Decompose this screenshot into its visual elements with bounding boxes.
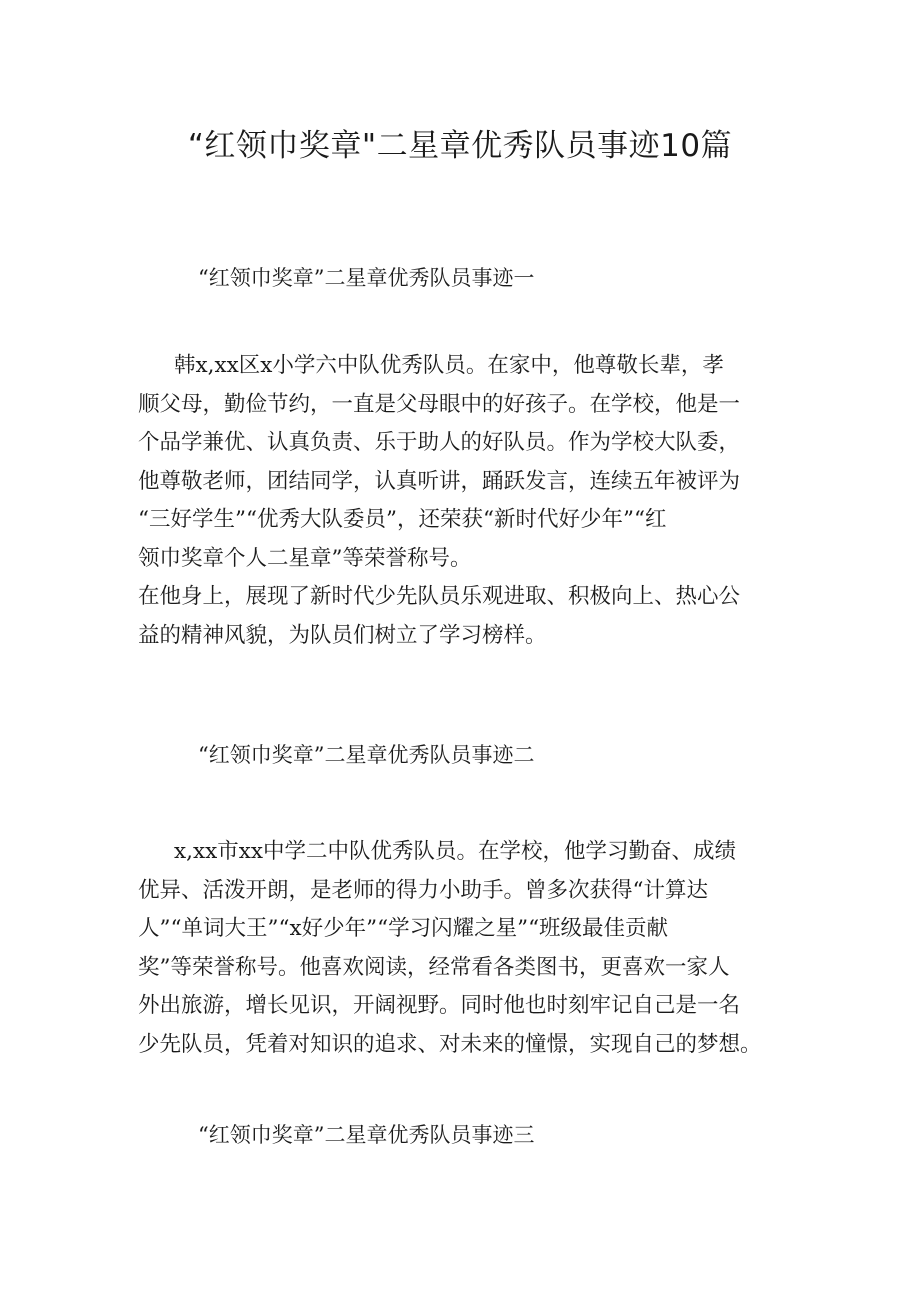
paragraph-line: x,xx市xx中学二中队优秀队员。在学校，他学习勤奋、成绩 xyxy=(174,839,736,864)
paragraph-line: 少先队员，凭着对知识的追求、对未来的憧憬，实现自己的梦想。 xyxy=(138,1031,762,1057)
paragraph-line: 顺父母，勤俭节约，一直是父母眼中的好孩子。在学校，他是一 xyxy=(138,391,741,417)
paragraph-line: “三好学生”“优秀大队委员”，还荣获“新时代好少年”“红 xyxy=(138,507,667,532)
paragraph-line: 他尊敬老师，团结同学，认真听讲，踊跃发言，连续五年被评为 xyxy=(138,468,741,494)
paragraph-line: 优异、活泼开朗，是老师的得力小助手。曾多次获得“计算达 xyxy=(138,877,708,903)
paragraph-line: 外出旅游，增长见识，开阔视野。同时他也时刻牢记自己是一名 xyxy=(138,993,741,1018)
paragraph-line: 奖”等荣誉称号。他喜欢阅读，经常看各类图书，更喜欢一家人 xyxy=(138,954,730,980)
section-heading-1: “红领巾奖章”二星章优秀队员事迹一 xyxy=(198,266,535,290)
section-2-paragraph xyxy=(138,833,788,1064)
paragraph-line: 人”“单词大王”“x好少年”“学习闪耀之星”“班级最佳贡献 xyxy=(138,916,669,941)
document-title: “红领巾奖章"二星章优秀队员事迹10篇 xyxy=(187,128,733,164)
paragraph-line: 益的精神风貌，为队员们树立了学习榜样。 xyxy=(138,622,547,648)
paragraph-line: 韩x,xx区x小学六中队优秀队员。在家中，他尊敬长辈，孝 xyxy=(174,353,724,378)
section-heading-3: “红领巾奖章”二星章优秀队员事迹三 xyxy=(198,1123,535,1147)
section-1-paragraph xyxy=(138,347,788,655)
paragraph-line: 领巾奖章个人二星章”等荣誉称号。 xyxy=(138,545,472,571)
paragraph-line: 个品学兼优、认真负责、乐于助人的好队员。作为学校大队委， xyxy=(138,430,741,455)
section-heading-2: “红领巾奖章”二星章优秀队员事迹二 xyxy=(198,743,535,767)
paragraph-line: 在他身上，展现了新时代少先队员乐观进取、积极向上、热心公 xyxy=(138,584,741,609)
